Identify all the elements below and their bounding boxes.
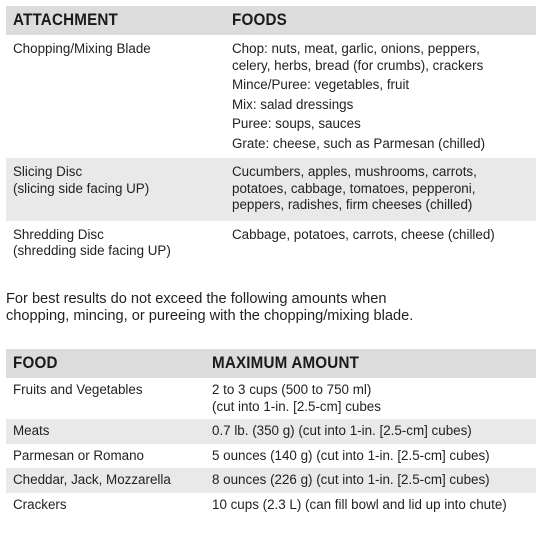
foods-line: potatoes, cabbage, tomatoes, pepperoni, bbox=[232, 180, 476, 196]
amount-row-meats bbox=[6, 419, 536, 444]
foods-line: Chop: nuts, meat, garlic, onions, peppers, bbox=[232, 41, 480, 56]
attachment-cell bbox=[6, 221, 225, 267]
attachment-name: Slicing Disc bbox=[13, 164, 83, 179]
amount-line: 5 ounces (140 g) (cut into 1-in. [2.5-cm] cubes) bbox=[212, 447, 490, 463]
attachments-header-row bbox=[6, 6, 536, 35]
usage-note-line: For best results do not exceed the following amounts when bbox=[6, 291, 387, 307]
amount-cell bbox=[205, 444, 536, 469]
food-cell: Cheddar, Jack, Mozzarella bbox=[6, 468, 205, 493]
foods-cell bbox=[225, 221, 536, 267]
foods-line: Cucumbers, apples, mushrooms, carrots, bbox=[232, 164, 477, 179]
attachment-note: (slicing side facing UP) bbox=[13, 180, 150, 196]
amount-line: 2 to 3 cups (500 to 750 ml) bbox=[212, 382, 372, 397]
foods-line: celery, herbs, bread (for crumbs), crackers bbox=[232, 57, 484, 73]
attachment-column-header: ATTACHMENT bbox=[6, 6, 225, 35]
amount-line: 8 ounces (226 g) (cut into 1-in. [2.5-cm] cubes) bbox=[212, 472, 490, 487]
foods-line: Puree: soups, sauces bbox=[232, 116, 361, 131]
attachment-cell bbox=[6, 35, 225, 158]
amount-row-cheddar-jack-mozzarella bbox=[6, 468, 536, 493]
amount-row-parmesan-romano bbox=[6, 444, 536, 469]
attachment-name: Shredding Disc bbox=[13, 226, 104, 242]
amount-line: 10 cups (2.3 L) (can fill bowl and lid up into chute) bbox=[212, 496, 507, 512]
attachment-note: (shredding side facing UP) bbox=[13, 243, 171, 258]
maximum-amounts-table bbox=[6, 349, 536, 517]
food-cell: Crackers bbox=[13, 496, 67, 512]
attachment-name: Chopping/Mixing Blade bbox=[13, 41, 151, 56]
usage-note-line: chopping, mincing, or pureeing with the chopping/mixing blade. bbox=[6, 307, 414, 324]
attachment-row-chopping-blade bbox=[6, 35, 536, 158]
foods-line: Mince/Puree: vegetables, fruit bbox=[232, 77, 410, 92]
amount-cell bbox=[205, 419, 536, 444]
attachment-row-slicing-disc bbox=[6, 158, 536, 221]
foods-line: peppers, radishes, firm cheeses (chilled) bbox=[232, 197, 473, 212]
food-cell: Meats bbox=[6, 419, 205, 444]
attachments-table bbox=[6, 6, 536, 267]
foods-line: Grate: cheese, such as Parmesan (chilled) bbox=[232, 135, 486, 151]
amount-line: 0.7 lb. (350 g) (cut into 1-in. [2.5-cm] cubes) bbox=[212, 423, 472, 438]
attachment-cell bbox=[6, 158, 225, 221]
food-cell: Parmesan or Romano bbox=[13, 447, 144, 463]
amount-cell bbox=[205, 468, 536, 493]
attachment-row-shredding-disc bbox=[6, 221, 536, 267]
amount-row-crackers bbox=[6, 493, 536, 518]
foods-cell bbox=[225, 158, 536, 221]
amounts-header-row bbox=[6, 349, 536, 378]
maximum-amount-column-header: MAXIMUM AMOUNT bbox=[205, 349, 536, 378]
foods-line: Cabbage, potatoes, carrots, cheese (chilled) bbox=[232, 226, 495, 242]
amount-cell bbox=[205, 378, 536, 419]
foods-line: Mix: salad dressings bbox=[232, 96, 354, 112]
usage-note bbox=[6, 291, 536, 325]
foods-column-header: FOODS bbox=[225, 6, 536, 35]
amount-line: (cut into 1-in. [2.5-cm] cubes bbox=[212, 398, 381, 414]
food-cell: Fruits and Vegetables bbox=[13, 382, 143, 397]
amount-cell bbox=[205, 493, 536, 518]
food-column-header: FOOD bbox=[6, 349, 205, 378]
amount-row-fruits-vegetables bbox=[6, 378, 536, 419]
foods-cell bbox=[225, 35, 536, 158]
